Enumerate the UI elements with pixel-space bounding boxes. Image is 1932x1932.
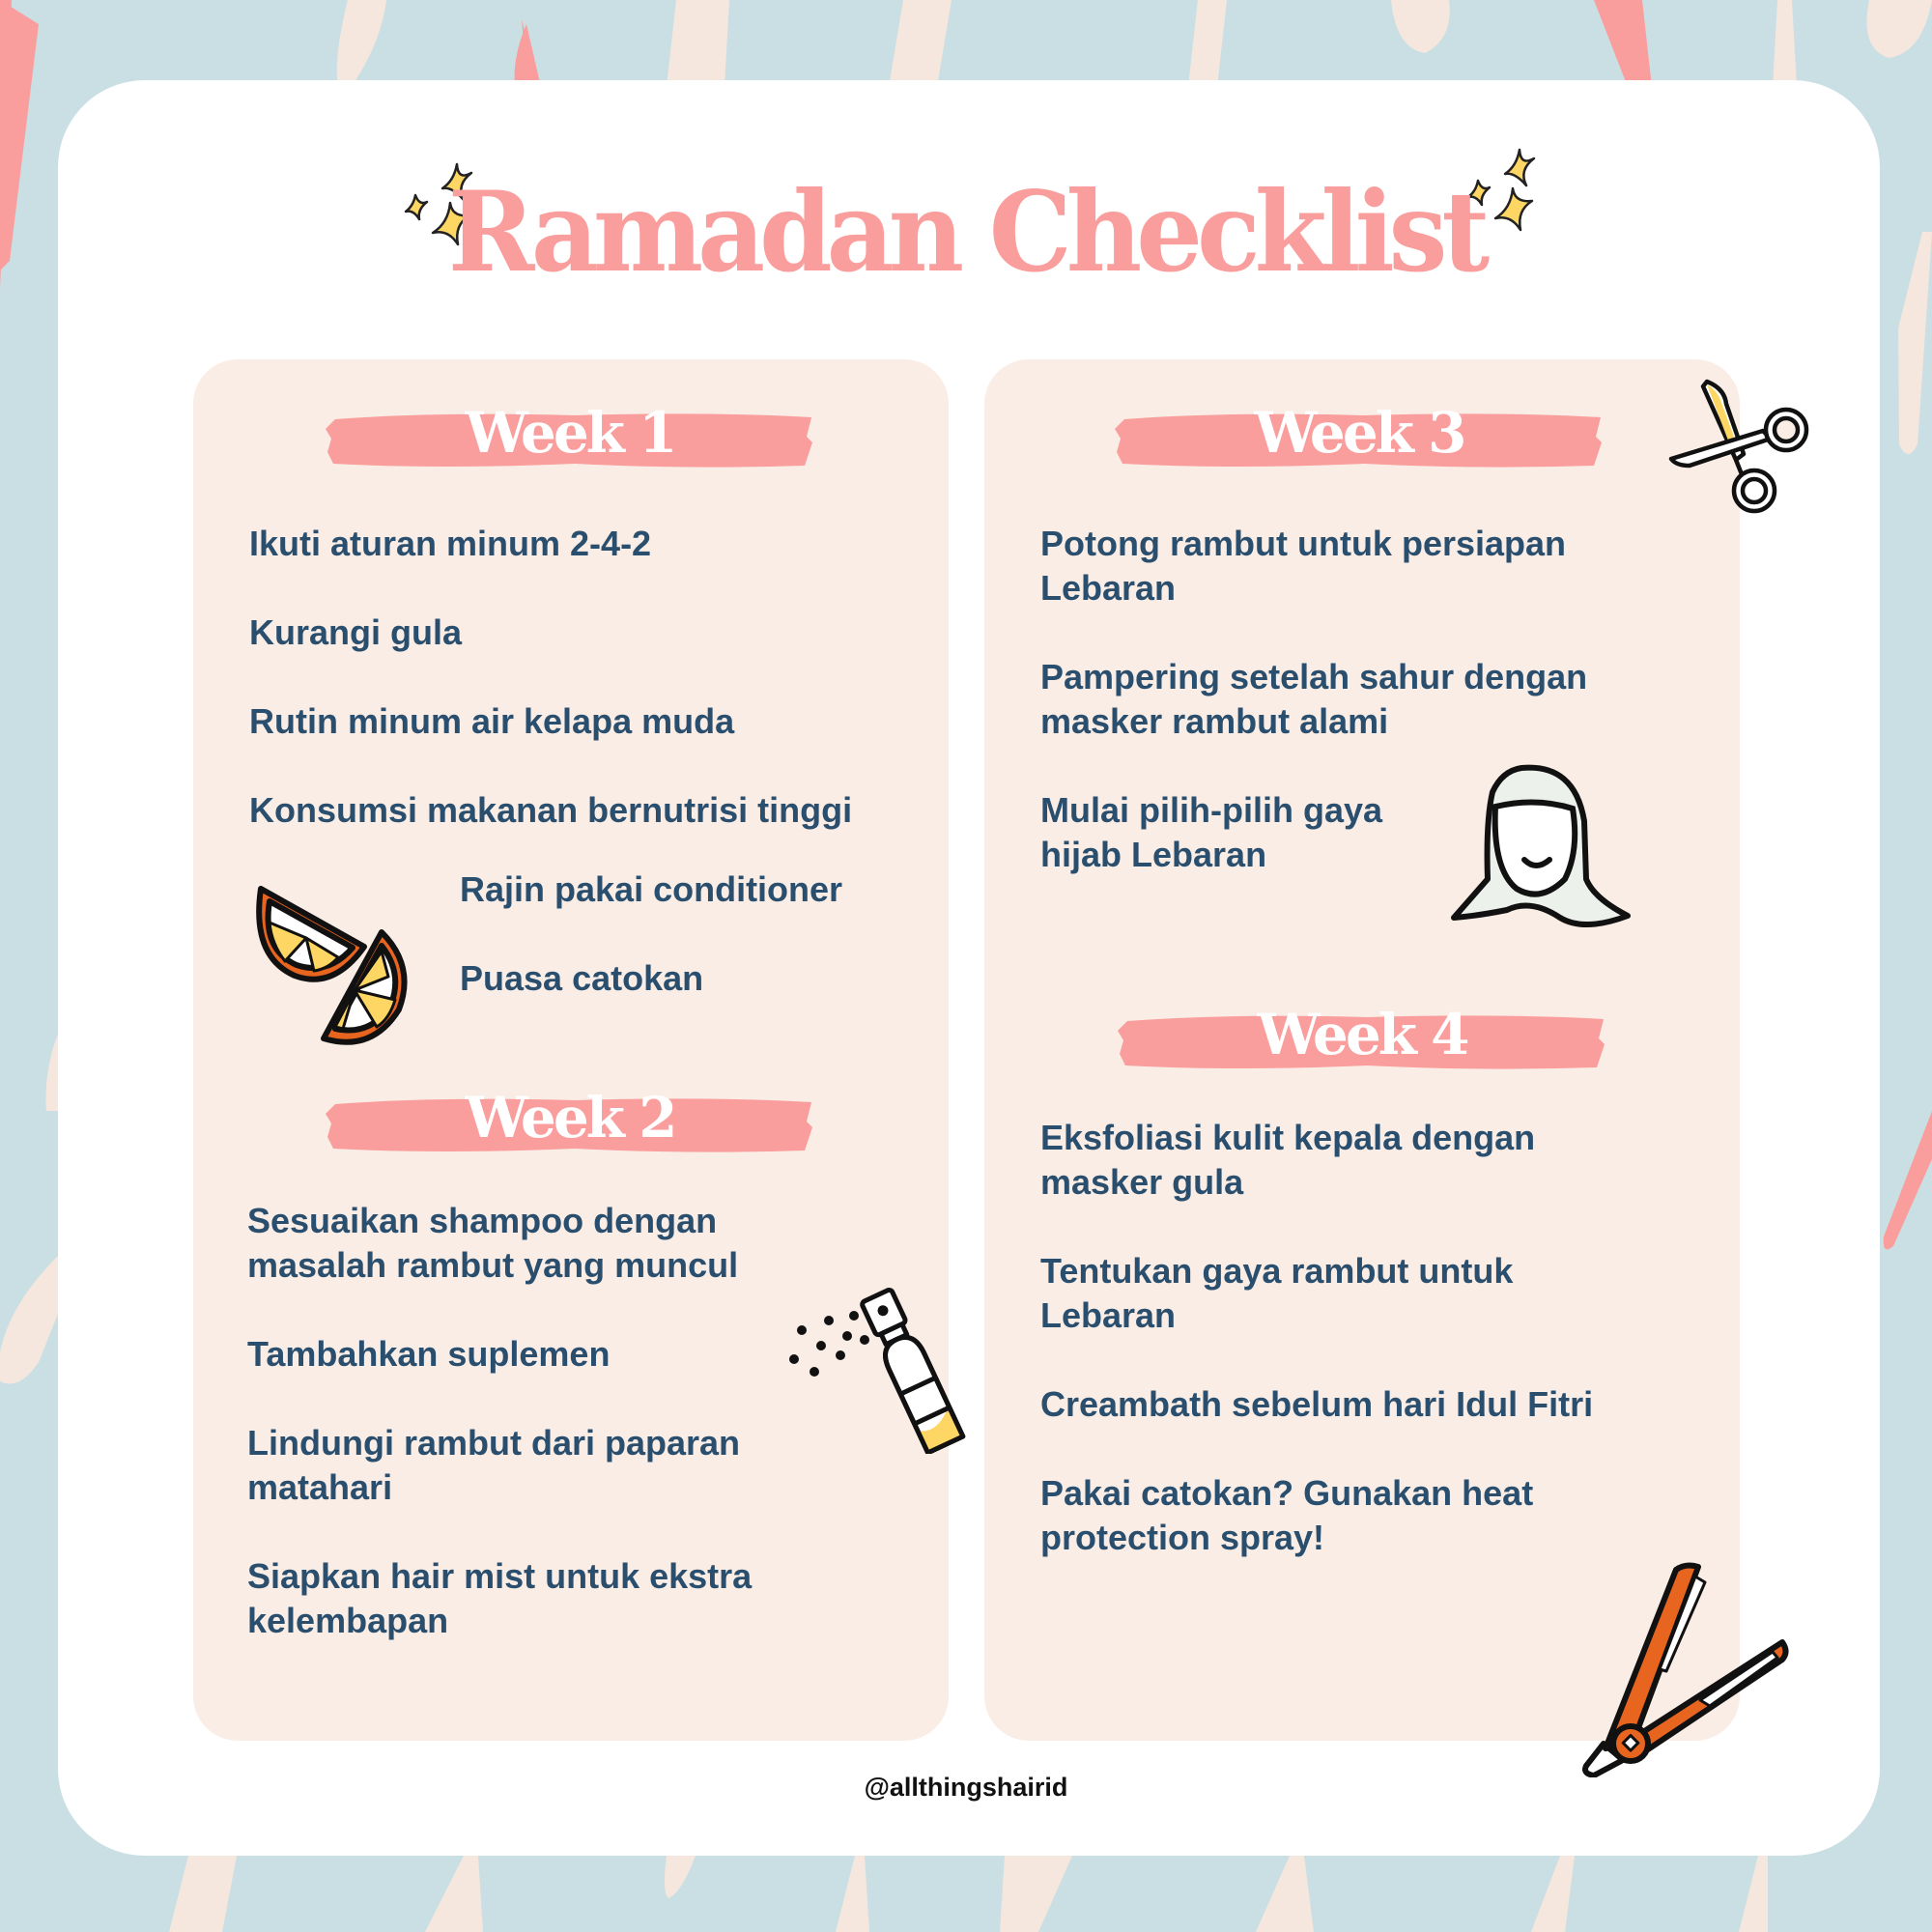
checklist-item: Konsumsi makanan bernutrisi tinggi [249, 790, 853, 830]
checklist-item: Mulai pilih-pilih gaya hijab Lebaran [1040, 790, 1383, 874]
checklist-item: Pakai catokan? Gunakan heat protection spray! [1040, 1473, 1534, 1557]
week-4-header [1116, 1002, 1608, 1071]
checklist-item: Rajin pakai conditioner [460, 869, 843, 909]
orange-slices-icon [246, 884, 420, 1048]
checklist-item: Kurangi gula [249, 612, 463, 652]
checklist-item: Pampering setelah sahur dengan masker rambut alami [1040, 657, 1588, 741]
checklist-item: Creambath sebelum hari Idul Fitri [1040, 1384, 1594, 1424]
social-handle: @allthingshairid [864, 1773, 1068, 1802]
checklist-item: Tambahkan suplemen [247, 1334, 611, 1374]
hair-straightener-icon [1575, 1555, 1797, 1777]
page-title: Ramadan Checklist [447, 168, 1485, 298]
week-1-header [324, 400, 816, 469]
week-label: Week 4 [1257, 1002, 1467, 1067]
week-1-2-panel [193, 359, 949, 1741]
checklist-item: Lindungi rambut dari paparan matahari [247, 1423, 741, 1507]
week-2-header [324, 1085, 816, 1154]
checklist-item: Potong rambut untuk persiapan Lebaran [1040, 524, 1567, 608]
checklist-item: Sesuaikan shampoo dengan masalah rambut yang muncul [247, 1201, 739, 1285]
checklist-item: Siapkan hair mist untuk ekstra kelembapan [247, 1556, 753, 1640]
checklist-item: Ikuti aturan minum 2-4-2 [249, 524, 652, 563]
week-label: Week 1 [465, 400, 675, 466]
checklist-item: Puasa catokan [460, 958, 704, 998]
spray-bottle-icon [773, 1270, 966, 1454]
week-label: Week 2 [465, 1085, 675, 1151]
week-label: Week 3 [1254, 400, 1464, 466]
hijab-woman-icon [1449, 763, 1633, 937]
checklist-item: Eksfoliasi kulit kepala dengan masker gula [1040, 1118, 1536, 1202]
checklist-item: Rutin minum air kelapa muda [249, 701, 735, 741]
scissors-icon [1666, 377, 1811, 522]
week-3-header [1113, 400, 1605, 469]
checklist-item: Tentukan gaya rambut untuk Lebaran [1040, 1251, 1514, 1335]
